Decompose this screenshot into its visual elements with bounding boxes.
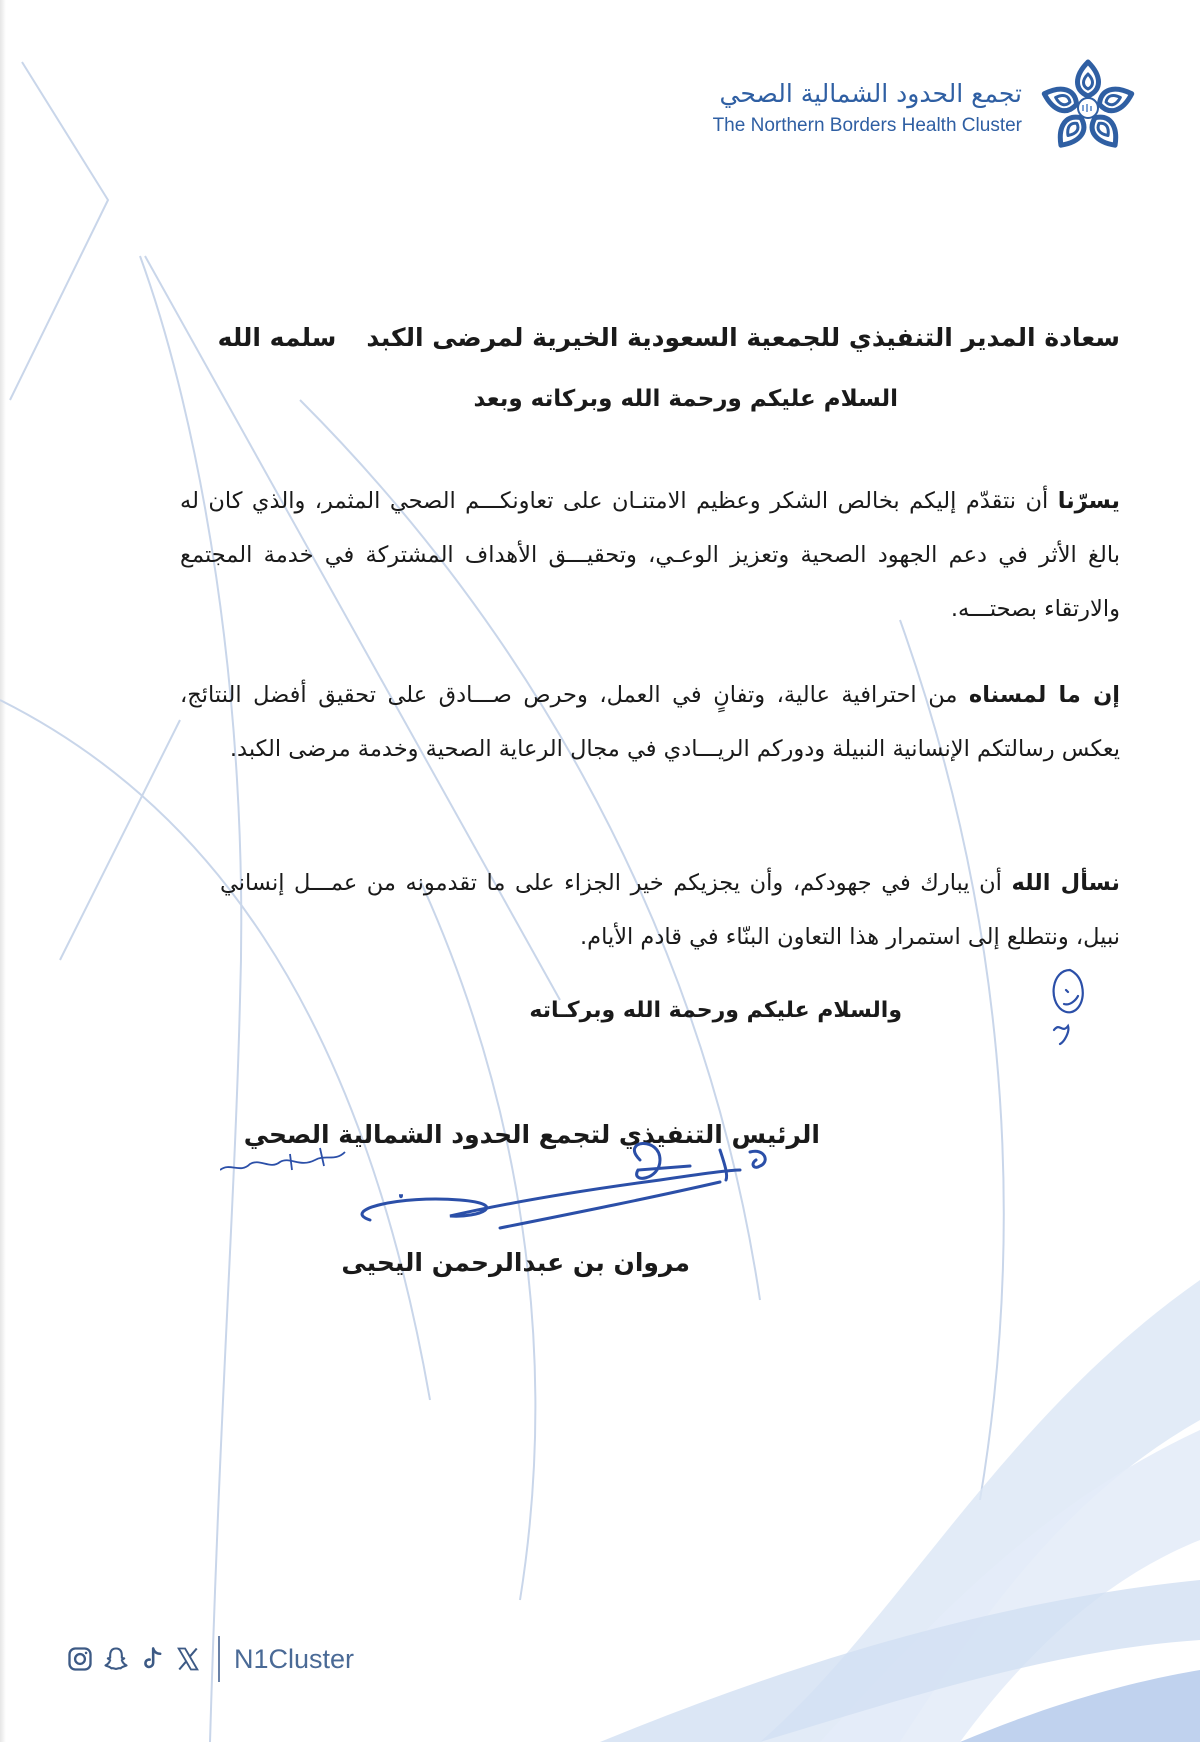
- watermark-curve-3: [0, 700, 430, 1400]
- tiktok-icon[interactable]: [138, 1645, 166, 1673]
- brand-block: [713, 77, 1022, 139]
- paragraph-lead: يسرّنا: [1057, 488, 1120, 514]
- signature-annotation: [220, 1148, 345, 1170]
- logo-petal: [1078, 62, 1099, 96]
- wave-4: [960, 1670, 1200, 1742]
- watermark-line-2: [60, 720, 180, 960]
- closing-salutation: والسلام عليكم ورحمة الله وبركـاته: [529, 998, 902, 1023]
- paragraph-lead: إن ما لمسناه: [968, 682, 1121, 708]
- letterhead: [713, 58, 1138, 158]
- wave-2: [820, 1430, 1200, 1742]
- signatory-name: مروان بن عبدالرحمن اليحيى: [341, 1248, 690, 1277]
- org-name-arabic: تجمع الحدود الشمالية الصحي: [719, 79, 1022, 108]
- wave-1: [760, 1280, 1200, 1742]
- paragraph-lead: نسأل الله: [1011, 870, 1121, 896]
- initials-signature-icon: [1040, 960, 1100, 1050]
- recipient: سعادة المدير التنفيذي للجمعية السعودية الخيرية لمرضى الكبد: [366, 323, 1120, 352]
- paragraph-text: أن يبارك في جهودكم، وأن يجزيكم خير الجزاء على ما تقدمونه من عمـــل إنساني نبيل، ونتطلع إلى استمرار هذا التعاون البنّاء في قادم الأيام.: [220, 870, 1120, 950]
- social-handle[interactable]: N1Cluster: [234, 1643, 355, 1674]
- signatory-title: الرئيس التنفيذي لتجمع الحدود الشمالية الصحي: [243, 1120, 820, 1149]
- org-name-english: The Northern Borders Health Cluster: [712, 115, 1022, 136]
- greeting: السلام عليكم ورحمة الله وبركاته وبعد: [473, 386, 898, 412]
- paragraph-text: من احترافية عالية، وتفانٍ في العمل، وحرص صـــادق على تحقيق أفضل النتائج، يعكس رسالتكم الإنسانية النبيلة ودوركم الريـــادي في مجال الرعاية الصحية وخدمة مرضى الكبد.: [180, 682, 1120, 762]
- paragraph-3: [220, 856, 1120, 964]
- paragraph-text: أن نتقدّم إليكم بخالص الشكر وعظيم الامتنـان على تعاونكـــم الصحي المثمر، والذي كان له بالغ الأثر في دعم الجهود الصحية وتعزيز الوعـي، وتحقيـــق الأهداف المشتركة في خدمة المجتمع والارتقاء بصحتـــه.: [180, 488, 1120, 622]
- recipient-line: [180, 323, 1120, 352]
- watermark-chevron: [10, 62, 108, 400]
- five-petal-star-logo-icon: [1038, 58, 1138, 158]
- footer-social-bar: [66, 1636, 354, 1682]
- wave-3: [600, 1580, 1200, 1742]
- logo-petal: [1041, 84, 1080, 114]
- watermark-waves: [600, 1280, 1200, 1742]
- instagram-icon[interactable]: [66, 1645, 94, 1673]
- footer-divider: [218, 1636, 220, 1682]
- snapchat-icon[interactable]: [102, 1645, 130, 1673]
- x-icon[interactable]: [174, 1645, 202, 1673]
- page-edge-shadow: [0, 0, 6, 1742]
- recipient-honorific: سلمه الله: [217, 323, 337, 352]
- paragraph-1: [180, 474, 1120, 636]
- logo-petal: [1096, 84, 1135, 114]
- handwritten-signature-icon: [220, 1140, 820, 1250]
- paragraph-2: [180, 668, 1120, 776]
